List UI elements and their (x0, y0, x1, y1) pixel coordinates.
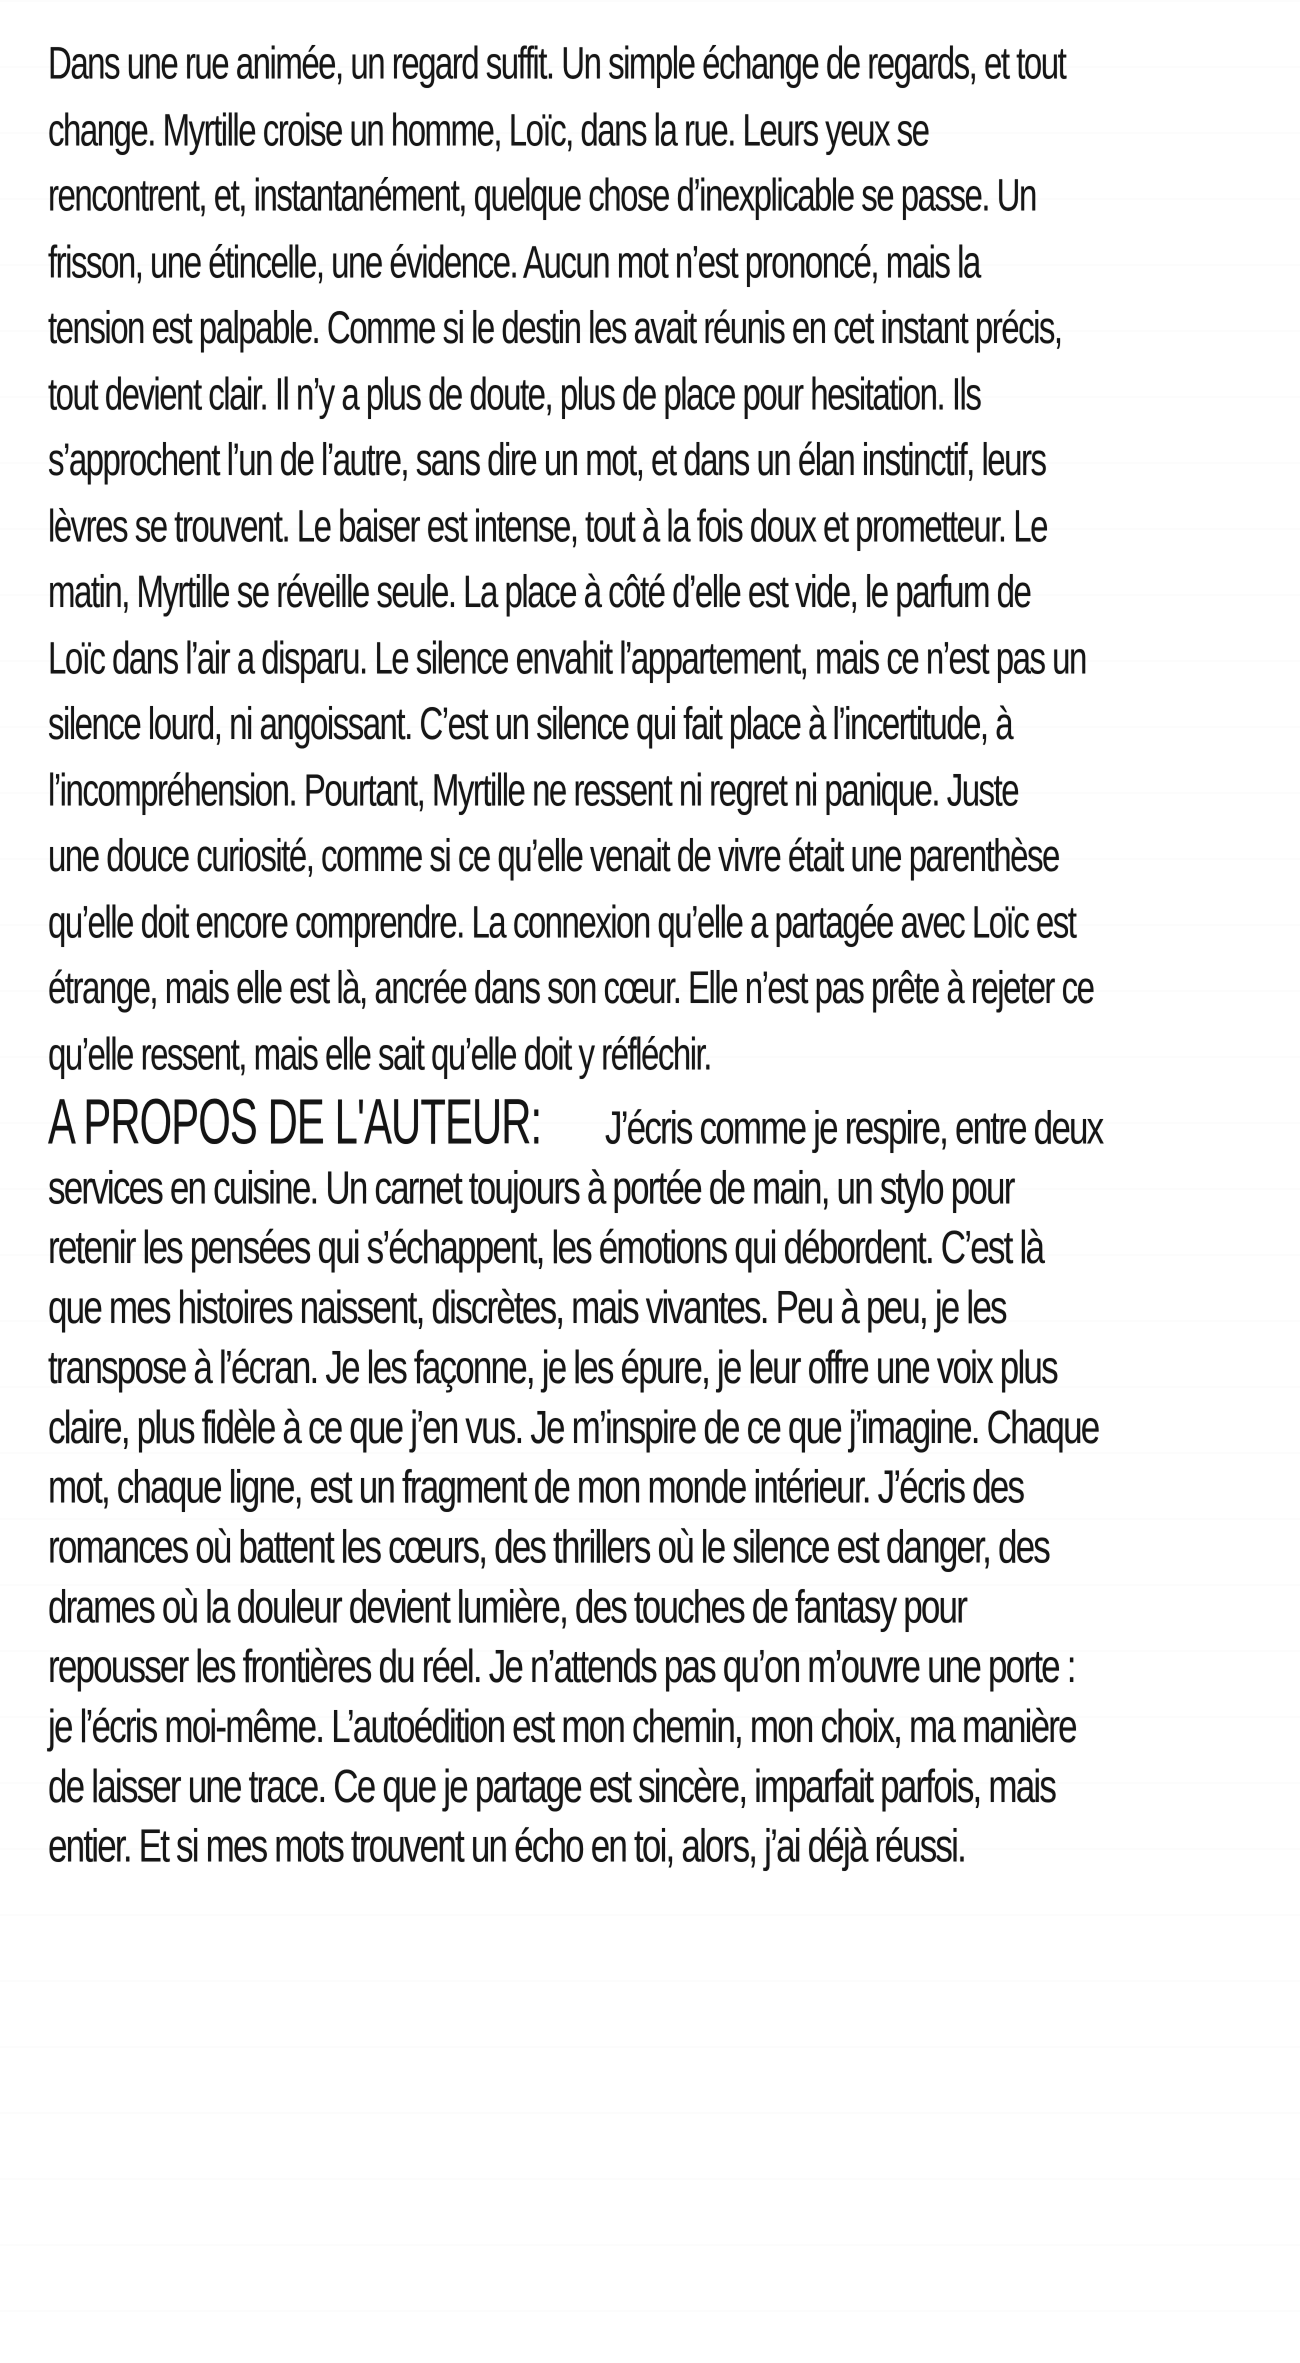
about-author-heading: A PROPOS DE L'AUTEUR: (48, 1087, 542, 1159)
about-author-body-text: services en cuisine. Un carnet toujours à portée de main, un stylo pour retenir les pensées qui s’échappent, les émotions qui débordent. C’est là que mes histoires naissent, discrètes, mais vivantes. Peu à peu, je les transpose à l’écran. Je les façonne, je les épure, je leur offre une voix plus claire, plus fidèle à ce que j’en vus. Je m’inspire de ce que j’imagine. Chaque mot, chaque ligne, est un fragment de mon monde intérieur. J’écris des romances où battent les cœurs, des thrillers où le silence est danger, des drames où la douleur devient lumière, des touches de fantasy pour repousser les frontières du réel. Je n’attends pas qu’on m’ouvre une porte : je l’écris moi-même. L’autoédition est mon chemin, mon choix, ma manière de laisser une trace. Ce que je partage est sincère, imparfait parfois, mais entier. Et si mes mots trouvent un écho en toi, alors, j’ai déjà réussi. (48, 1162, 1099, 1873)
about-author-section (48, 1087, 1300, 1876)
synopsis-paragraph: Dans une rue animée, un regard suffit. Un simple échange de regards, et tout change. Myrtille croise un homme, Loïc, dans la rue. Leurs yeux se rencontrent, et, instantanément, quelque chose d’inexplicable se passe. Un frisson, une étincelle, une évidence. Aucun mot n’est prononcé, mais la tension est palpable. Comme si le destin les avait réunis en cet instant précis, tout devient clair. Il n’y a plus de doute, plus de place pour hesitation. Ils s’approchent l’un de l’autre, sans dire un mot, et dans un élan instinctif, leurs lèvres se trouvent. Le baiser est intense, tout à la fois doux et prometteur. Le matin, Myrtille se réveille seule. La place à côté d’elle est vide, le parfum de Loïc dans l’air a disparu. Le silence envahit l’appartement, mais ce n’est pas un silence lourd, ni angoissant. C’est un silence qui fait place à l’incertitude, à l’incompréhension. Pourtant, Myrtille ne ressent ni regret ni panique. Juste une douce curiosité, comme si ce qu’elle venait de vivre était une parenthèse qu’elle doit encore comprendre. La connexion qu’elle a partagée avec Loïc est étrange, mais elle est là, ancrée dans son cœur. Elle n’est pas prête à rejeter ce qu’elle ressent, mais elle sait qu’elle doit y réfléchir. (48, 36, 1094, 1079)
about-author-intro-text: J’écris comme je respire, entre deux (605, 1102, 1103, 1155)
about-author-first-line (48, 1087, 1300, 1159)
